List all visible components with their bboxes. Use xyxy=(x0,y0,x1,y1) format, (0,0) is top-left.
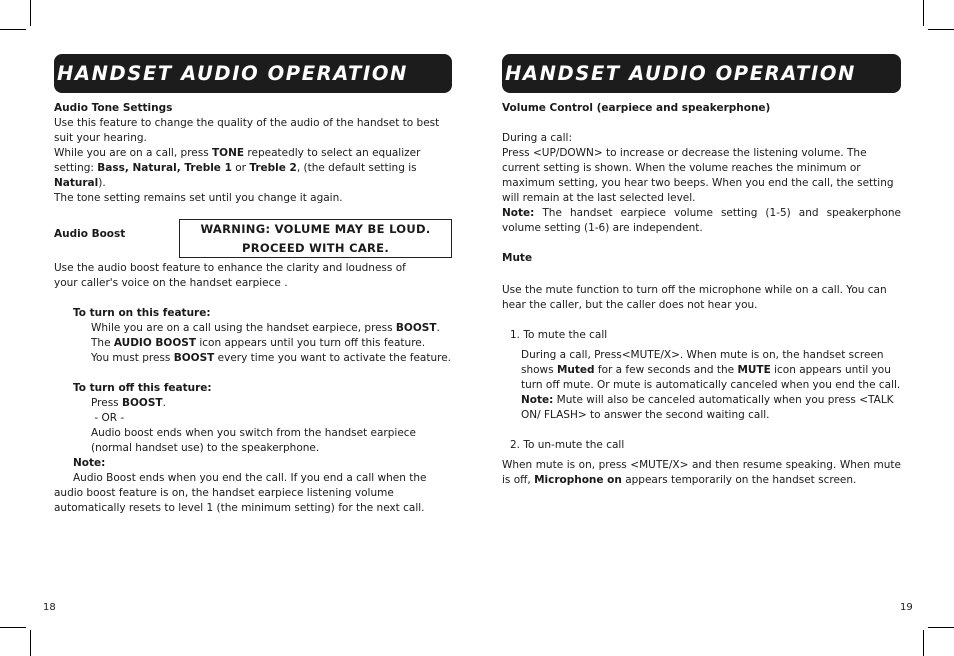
right-content xyxy=(502,101,901,488)
text-run: During a call, Press<MUTE/X>. When mute is on, the handset screen shows xyxy=(521,349,884,376)
boost-key: BOOST xyxy=(173,352,215,364)
section-banner: HANDSET AUDIO OPERATION xyxy=(502,54,901,93)
text-run: You must press xyxy=(91,352,174,364)
volume-control-heading: Volume Control (earpiece and speakerphone) xyxy=(502,102,771,114)
text-run: repeatedly to select an equalizer setting: xyxy=(54,147,421,174)
note-text: Mute will also be canceled automatically when you press <TALK ON/ FLASH> to answer the second waiting call. xyxy=(521,394,894,421)
text-run: every time you want to activate the feature. xyxy=(214,352,451,364)
turn-off-heading: To turn off this feature: xyxy=(73,382,212,394)
left-content xyxy=(54,101,454,516)
text-run: or xyxy=(231,162,250,174)
text-run: icon appears until you turn off mute. Or mute is automatically canceled when you end the call. xyxy=(521,364,901,391)
tone-persist: The tone setting remains set until you change it again. xyxy=(54,192,343,204)
text-run: appears temporarily on the handset screen. xyxy=(621,474,857,486)
mute-step-1-title: 1. To mute the call xyxy=(510,329,608,341)
volume-note xyxy=(502,206,901,236)
boost-intro: Use the audio boost feature to enhance the clarity and loudness of your caller's voice on the handset earpiece . xyxy=(54,262,406,289)
turn-off-auto: Audio boost ends when you switch from the handset earpiece (normal handset use) to the speakerphone. xyxy=(91,427,417,454)
turn-on-reminder xyxy=(54,351,454,366)
text-run: Press xyxy=(91,397,122,409)
volume-instructions: Press <UP/DOWN> to increase or decrease the listening volume. The current setting is shown. When the volume reaches the minimum or maximum setting, you hear two beeps. When you end the call, the setting will remain at the last selected level. xyxy=(502,147,894,204)
note-heading: Note: xyxy=(73,457,106,469)
turn-on-steps xyxy=(54,321,454,351)
tone-instructions xyxy=(54,146,454,191)
mute-intro: Use the mute function to turn off the microphone while on a call. You can hear the caller, but the caller does not hear you. xyxy=(502,284,887,311)
during-call-label: During a call: xyxy=(502,132,572,144)
mute-step-2-title: 2. To un-mute the call xyxy=(510,439,625,451)
muted-label: Muted xyxy=(556,364,595,376)
warning-line-2: PROCEED WITH CARE. xyxy=(241,241,390,255)
boost-key: BOOST xyxy=(395,322,437,334)
page-number: 18 xyxy=(43,602,56,613)
audio-tone-heading: Audio Tone Settings xyxy=(54,102,173,114)
microphone-on-label: Microphone on xyxy=(534,474,622,486)
text-run: When mute is on, press <MUTE/X> and then resume speaking. When mute is off, xyxy=(502,459,901,486)
text-run: , (the default setting is xyxy=(296,162,417,174)
right-page xyxy=(477,0,954,656)
mute-step-1-note xyxy=(502,393,901,423)
text-run: for a few seconds and the xyxy=(594,364,738,376)
note-label: Note: xyxy=(502,207,535,219)
boost-note xyxy=(54,471,454,516)
text-run: While you are on a call, press xyxy=(54,147,213,159)
section-banner: HANDSET AUDIO OPERATION xyxy=(54,54,452,93)
page-number: 19 xyxy=(900,602,913,613)
mute-step-1-text xyxy=(502,348,901,393)
turn-on-heading: To turn on this feature: xyxy=(73,307,211,319)
boost-key: BOOST xyxy=(121,397,163,409)
text-run: ). xyxy=(98,177,106,189)
warning-line-1: WARNING: VOLUME MAY BE LOUD. xyxy=(200,222,431,236)
text-run: . xyxy=(162,397,166,409)
note-text: Audio Boost ends when you end the call. If you end a call when the audio boost feature is on, the handset earpiece listening volume automatically resets to level 1 (the minimum setting) for the next call. xyxy=(54,472,427,514)
text-run: While you are on a call using the handset earpiece, press xyxy=(91,322,396,334)
tone-intro: Use this feature to change the quality of the audio of the handset to best suit your hearing. xyxy=(54,117,440,144)
text-run: . The xyxy=(91,322,440,349)
turn-off-step xyxy=(54,396,454,411)
mute-icon-label: MUTE xyxy=(737,364,771,376)
note-text: The handset earpiece volume setting (1-5) and speakerphone volume setting (1-6) are independent. xyxy=(502,207,901,234)
note-label: Note: xyxy=(521,394,554,406)
natural-setting: Natural xyxy=(54,177,99,189)
audio-boost-heading: Audio Boost xyxy=(54,228,126,240)
mute-step-2-text xyxy=(502,458,901,488)
tone-settings: Bass, Natural, Treble 1 xyxy=(97,162,232,174)
tone-key: TONE xyxy=(212,147,245,159)
treble2-setting: Treble 2 xyxy=(249,162,297,174)
audio-boost-icon-label: AUDIO BOOST xyxy=(113,337,196,349)
volume-warning-box xyxy=(179,219,452,258)
text-run: icon appears until you turn off this feature. xyxy=(196,337,426,349)
audio-boost-row xyxy=(54,221,454,261)
or-separator: - OR - xyxy=(91,412,125,424)
mute-heading: Mute xyxy=(502,252,533,264)
